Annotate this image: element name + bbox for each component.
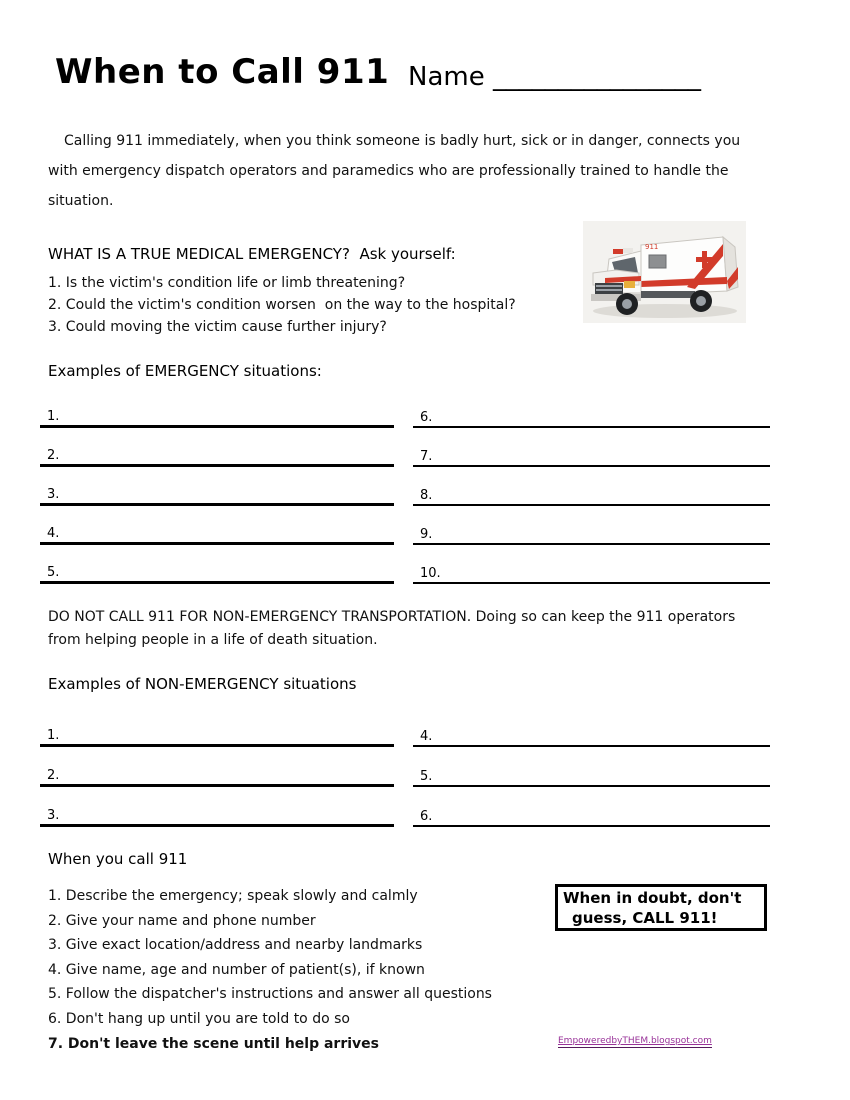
non-emergency-blank-5[interactable] bbox=[413, 762, 770, 787]
emergency-blank-8[interactable] bbox=[413, 481, 770, 506]
emergency-blank-7[interactable] bbox=[413, 442, 770, 467]
ambulance-911-label: 911 bbox=[645, 243, 659, 251]
non-emergency-blank-6[interactable] bbox=[413, 802, 770, 827]
non-emergency-blank-4[interactable] bbox=[413, 722, 770, 747]
question-item: 2. Could the victim's condition worsen on the way to the hospital? bbox=[48, 297, 516, 313]
name-blank-line[interactable]: ________________ bbox=[492, 62, 701, 92]
blank-number: 1. bbox=[47, 728, 60, 743]
call-step: 6. Don't hang up until you are told to do so bbox=[48, 1010, 350, 1027]
doubt-box-line1: When in doubt, don't bbox=[563, 889, 742, 907]
when-you-call-heading: When you call 911 bbox=[48, 850, 188, 868]
blank-number: 3. bbox=[47, 808, 60, 823]
blank-number: 7. bbox=[420, 449, 433, 464]
true-emergency-heading: WHAT IS A TRUE MEDICAL EMERGENCY? Ask yourself: bbox=[48, 245, 456, 263]
non-emergency-examples-right-column bbox=[413, 722, 770, 842]
non-emergency-examples-left-column bbox=[40, 722, 394, 842]
ambulance-illustration bbox=[583, 221, 746, 323]
question-item: 3. Could moving the victim cause further injury? bbox=[48, 319, 387, 335]
emergency-blank-6[interactable] bbox=[413, 403, 770, 428]
call-step: 4. Give name, age and number of patient(s), if known bbox=[48, 961, 425, 978]
non-emergency-blank-1[interactable] bbox=[40, 722, 394, 747]
blank-number: 9. bbox=[420, 527, 433, 542]
page-title: When to Call 911 bbox=[55, 52, 390, 92]
blank-number: 4. bbox=[420, 729, 433, 744]
call-step: 5. Follow the dispatcher's instructions and answer all questions bbox=[48, 986, 492, 1003]
blank-number: 6. bbox=[420, 410, 433, 425]
question-item: 1. Is the victim's condition life or limb threatening? bbox=[48, 275, 406, 291]
non-emergency-examples-heading: Examples of NON-EMERGENCY situations bbox=[48, 675, 357, 693]
non-emergency-blank-2[interactable] bbox=[40, 762, 394, 787]
blank-number: 6. bbox=[420, 809, 433, 824]
call-step: 3. Give exact location/address and nearby landmarks bbox=[48, 937, 423, 954]
blank-number: 1. bbox=[47, 409, 60, 424]
when-you-call-steps bbox=[48, 884, 553, 1056]
blank-number: 8. bbox=[420, 488, 433, 503]
emergency-blank-2[interactable] bbox=[40, 442, 394, 467]
blank-number: 2. bbox=[47, 768, 60, 783]
blank-number: 4. bbox=[47, 526, 60, 541]
blank-number: 5. bbox=[420, 769, 433, 784]
doubt-box-line2: guess, CALL 911! bbox=[572, 909, 718, 927]
call-step: 2. Give your name and phone number bbox=[48, 912, 316, 929]
true-emergency-questions bbox=[48, 272, 588, 338]
call-step: 7. Don't leave the scene until help arrives bbox=[48, 1035, 379, 1052]
emergency-blank-1[interactable] bbox=[40, 403, 394, 428]
emergency-blank-5[interactable] bbox=[40, 559, 394, 584]
when-in-doubt-box bbox=[555, 884, 767, 931]
credit-link[interactable]: EmpoweredbyTHEM.blogspot.com bbox=[558, 1036, 712, 1046]
non-emergency-blank-3[interactable] bbox=[40, 802, 394, 827]
emergency-examples-left-column bbox=[40, 403, 394, 598]
do-not-call-note: DO NOT CALL 911 FOR NON-EMERGENCY TRANSPORTATION. Doing so can keep the 911 operators from helping people in a life of death situation. bbox=[48, 609, 736, 648]
ambulance-image bbox=[583, 221, 746, 323]
emergency-blank-9[interactable] bbox=[413, 520, 770, 545]
blank-number: 10. bbox=[420, 566, 441, 581]
call-step: 1. Describe the emergency; speak slowly and calmly bbox=[48, 888, 418, 904]
blank-number: 5. bbox=[47, 565, 60, 580]
blank-number: 2. bbox=[47, 448, 60, 463]
emergency-examples-right-column bbox=[413, 403, 770, 598]
emergency-examples-heading: Examples of EMERGENCY situations: bbox=[48, 362, 322, 380]
emergency-blank-10[interactable] bbox=[413, 559, 770, 584]
intro-paragraph: Calling 911 immediately, when you think someone is badly hurt, sick or in danger, connects you with emergency dispatch operators and paramedics who are professionally trained to handle the situation. bbox=[48, 133, 741, 209]
name-label: Name bbox=[408, 62, 485, 92]
blank-number: 3. bbox=[47, 487, 60, 502]
name-field bbox=[408, 62, 701, 92]
emergency-blank-4[interactable] bbox=[40, 520, 394, 545]
emergency-blank-3[interactable] bbox=[40, 481, 394, 506]
